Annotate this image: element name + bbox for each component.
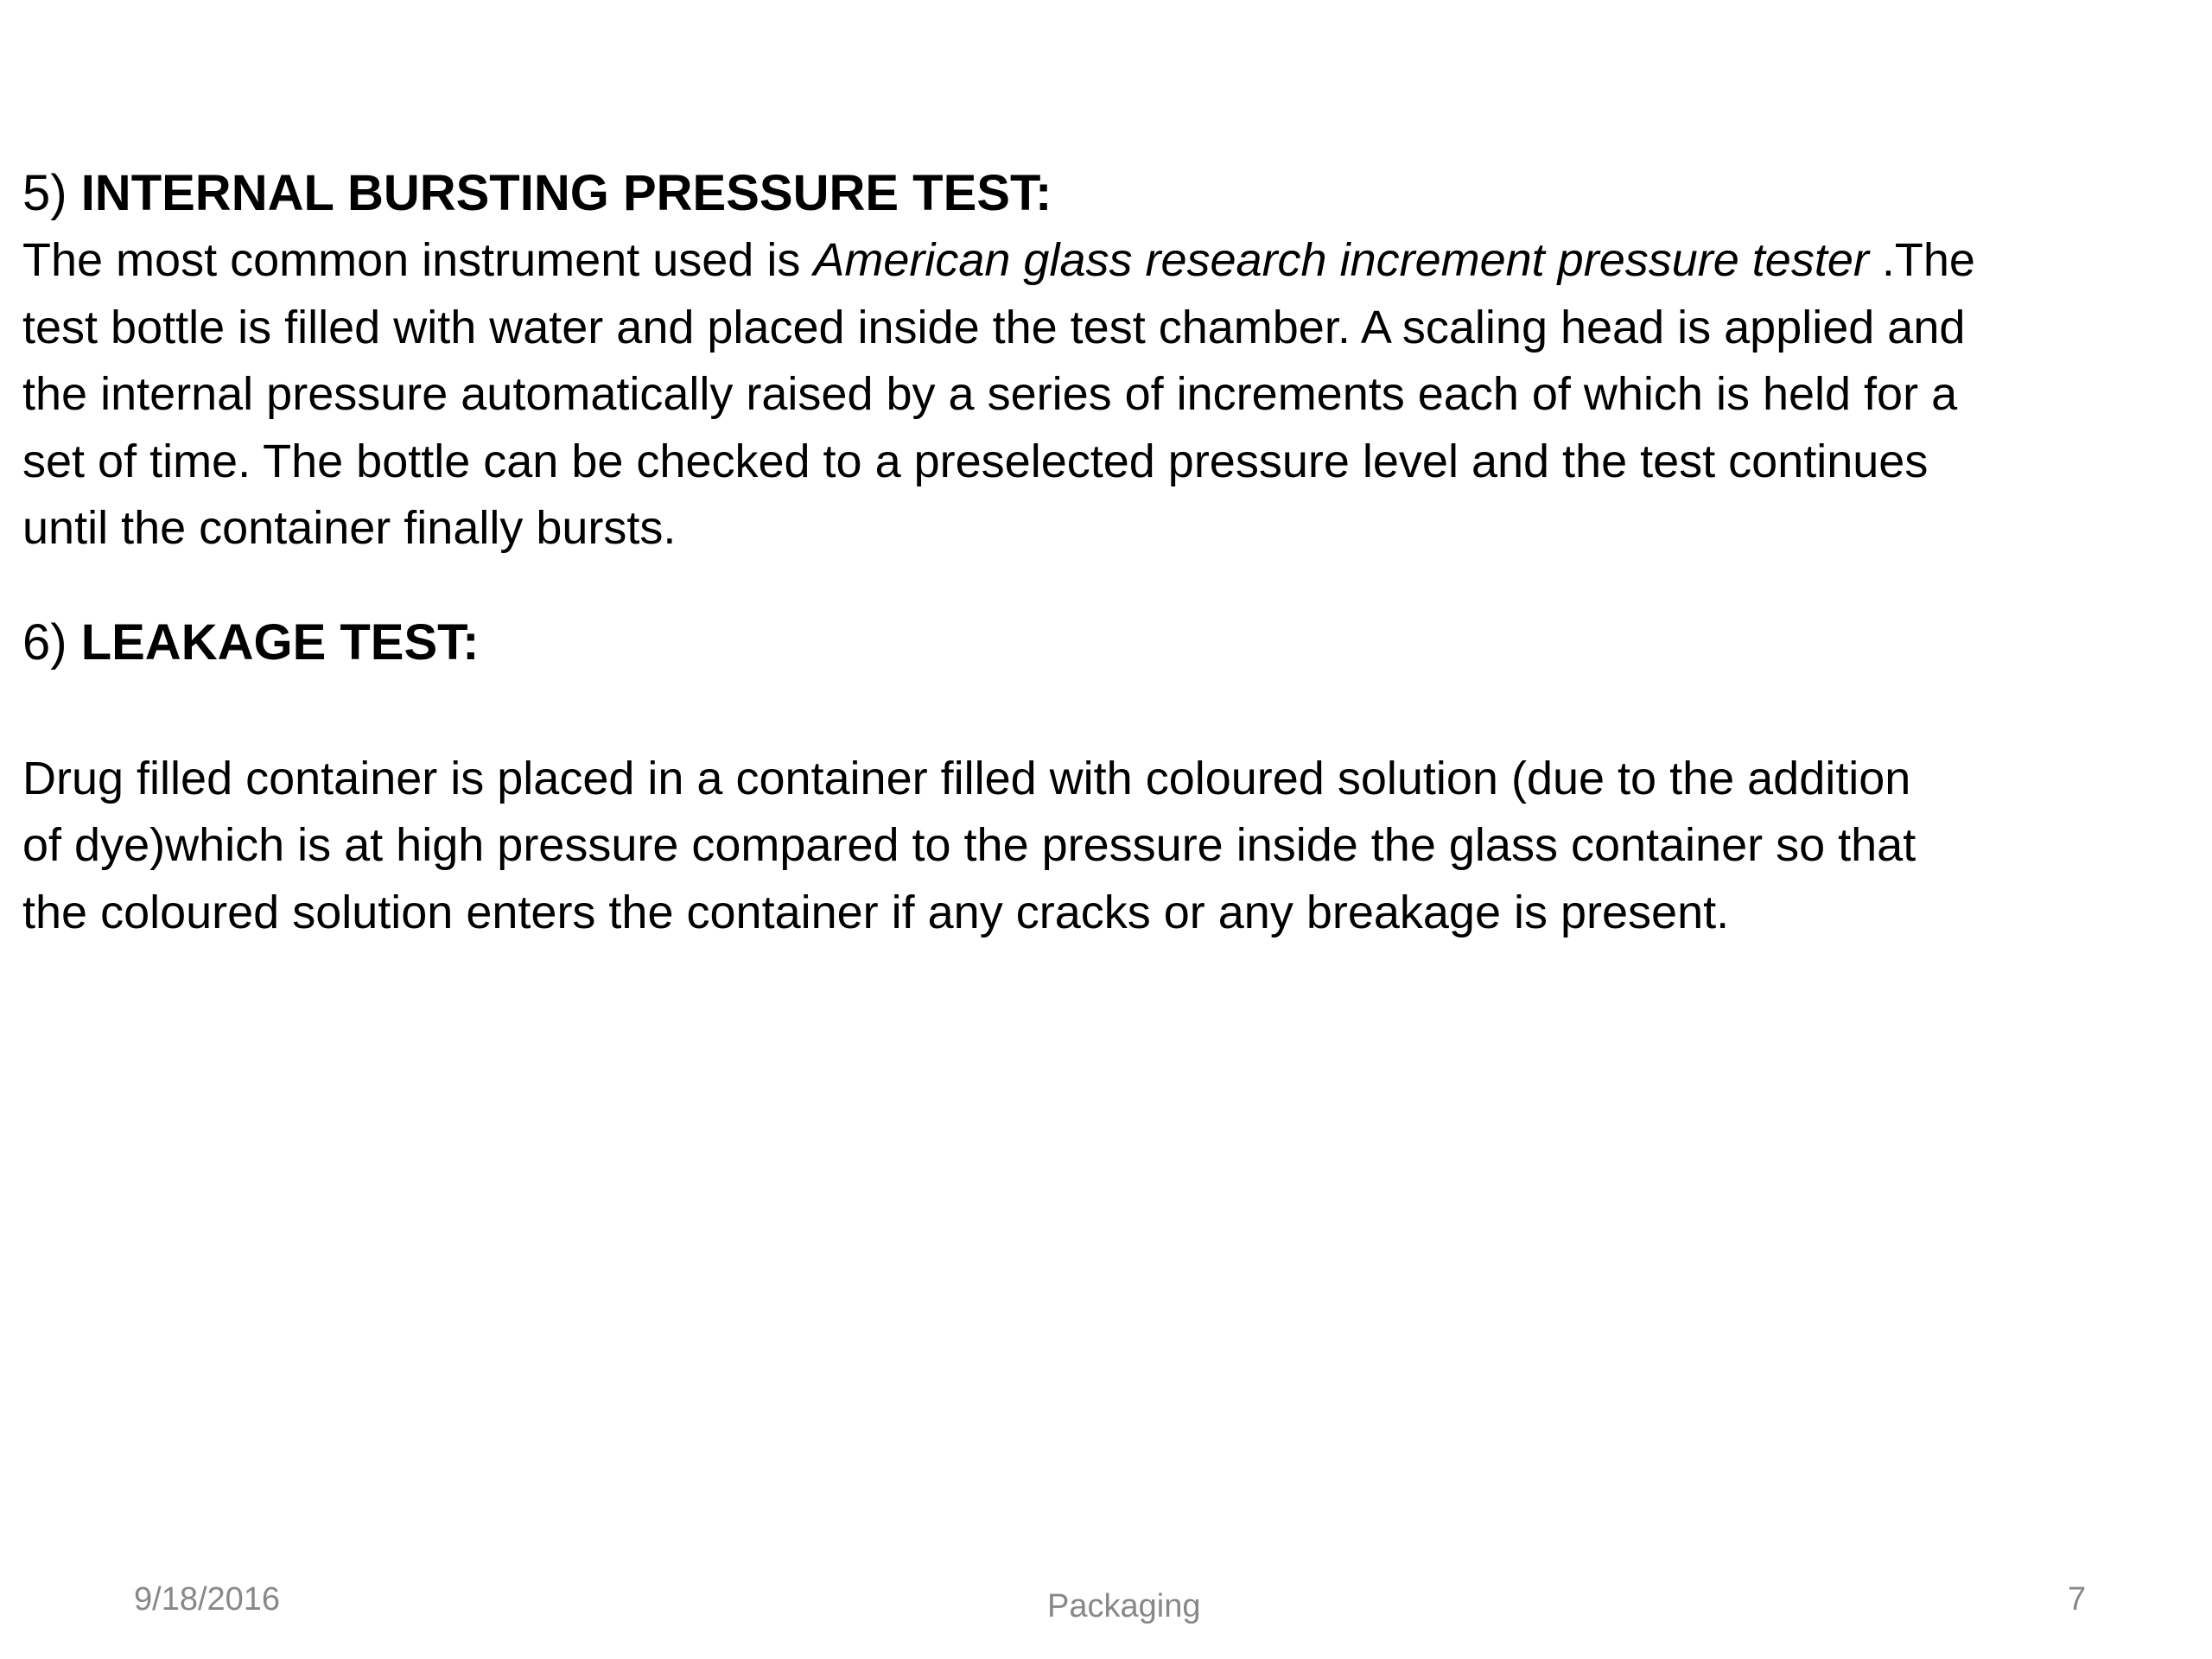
slide-content [22, 160, 2183, 946]
section-5-line: test bottle is filled with water and placed inside the test chamber. A scaling head is applied and [22, 301, 1966, 353]
section-6-body [22, 746, 2183, 947]
section-5-line-text: .The [1868, 234, 1975, 286]
section-5-title: INTERNAL BURSTING PRESSURE TEST: [80, 165, 1052, 221]
section-5-line-text: The most common instrument used is [22, 234, 814, 286]
footer-date: 9/18/2016 [134, 1581, 281, 1618]
section-6-line: Drug filled container is placed in a container filled with coloured solution (due to the addition [22, 752, 1911, 804]
spacer [22, 563, 2183, 609]
section-5-body [22, 227, 2183, 563]
section-6-title: LEAKAGE TEST: [80, 613, 480, 671]
spacer [22, 677, 2183, 746]
section-6-line: of dye)which is at high pressure compared to the pressure inside the glass container so that [22, 819, 1916, 871]
section-5-heading [22, 160, 2183, 227]
section-6-number: 6) [22, 613, 81, 671]
section-5-line [22, 227, 2183, 295]
section-6-line: the coloured solution enters the container if any cracks or any breakage is present. [22, 886, 1730, 938]
section-6-heading [22, 609, 2183, 677]
instrument-name: American glass research increment pressure tester [813, 234, 1869, 286]
footer-title: Packaging [1047, 1588, 1201, 1624]
section-5-line: the internal pressure automatically raised by a series of increments each of which is held for a [22, 368, 1958, 420]
section-5-number: 5) [22, 165, 81, 221]
slide-number: 7 [2068, 1581, 2087, 1618]
section-5-line: until the container finally bursts. [22, 502, 677, 554]
section-5-line: set of time. The bottle can be checked to a preselected pressure level and the test continues [22, 435, 1929, 487]
